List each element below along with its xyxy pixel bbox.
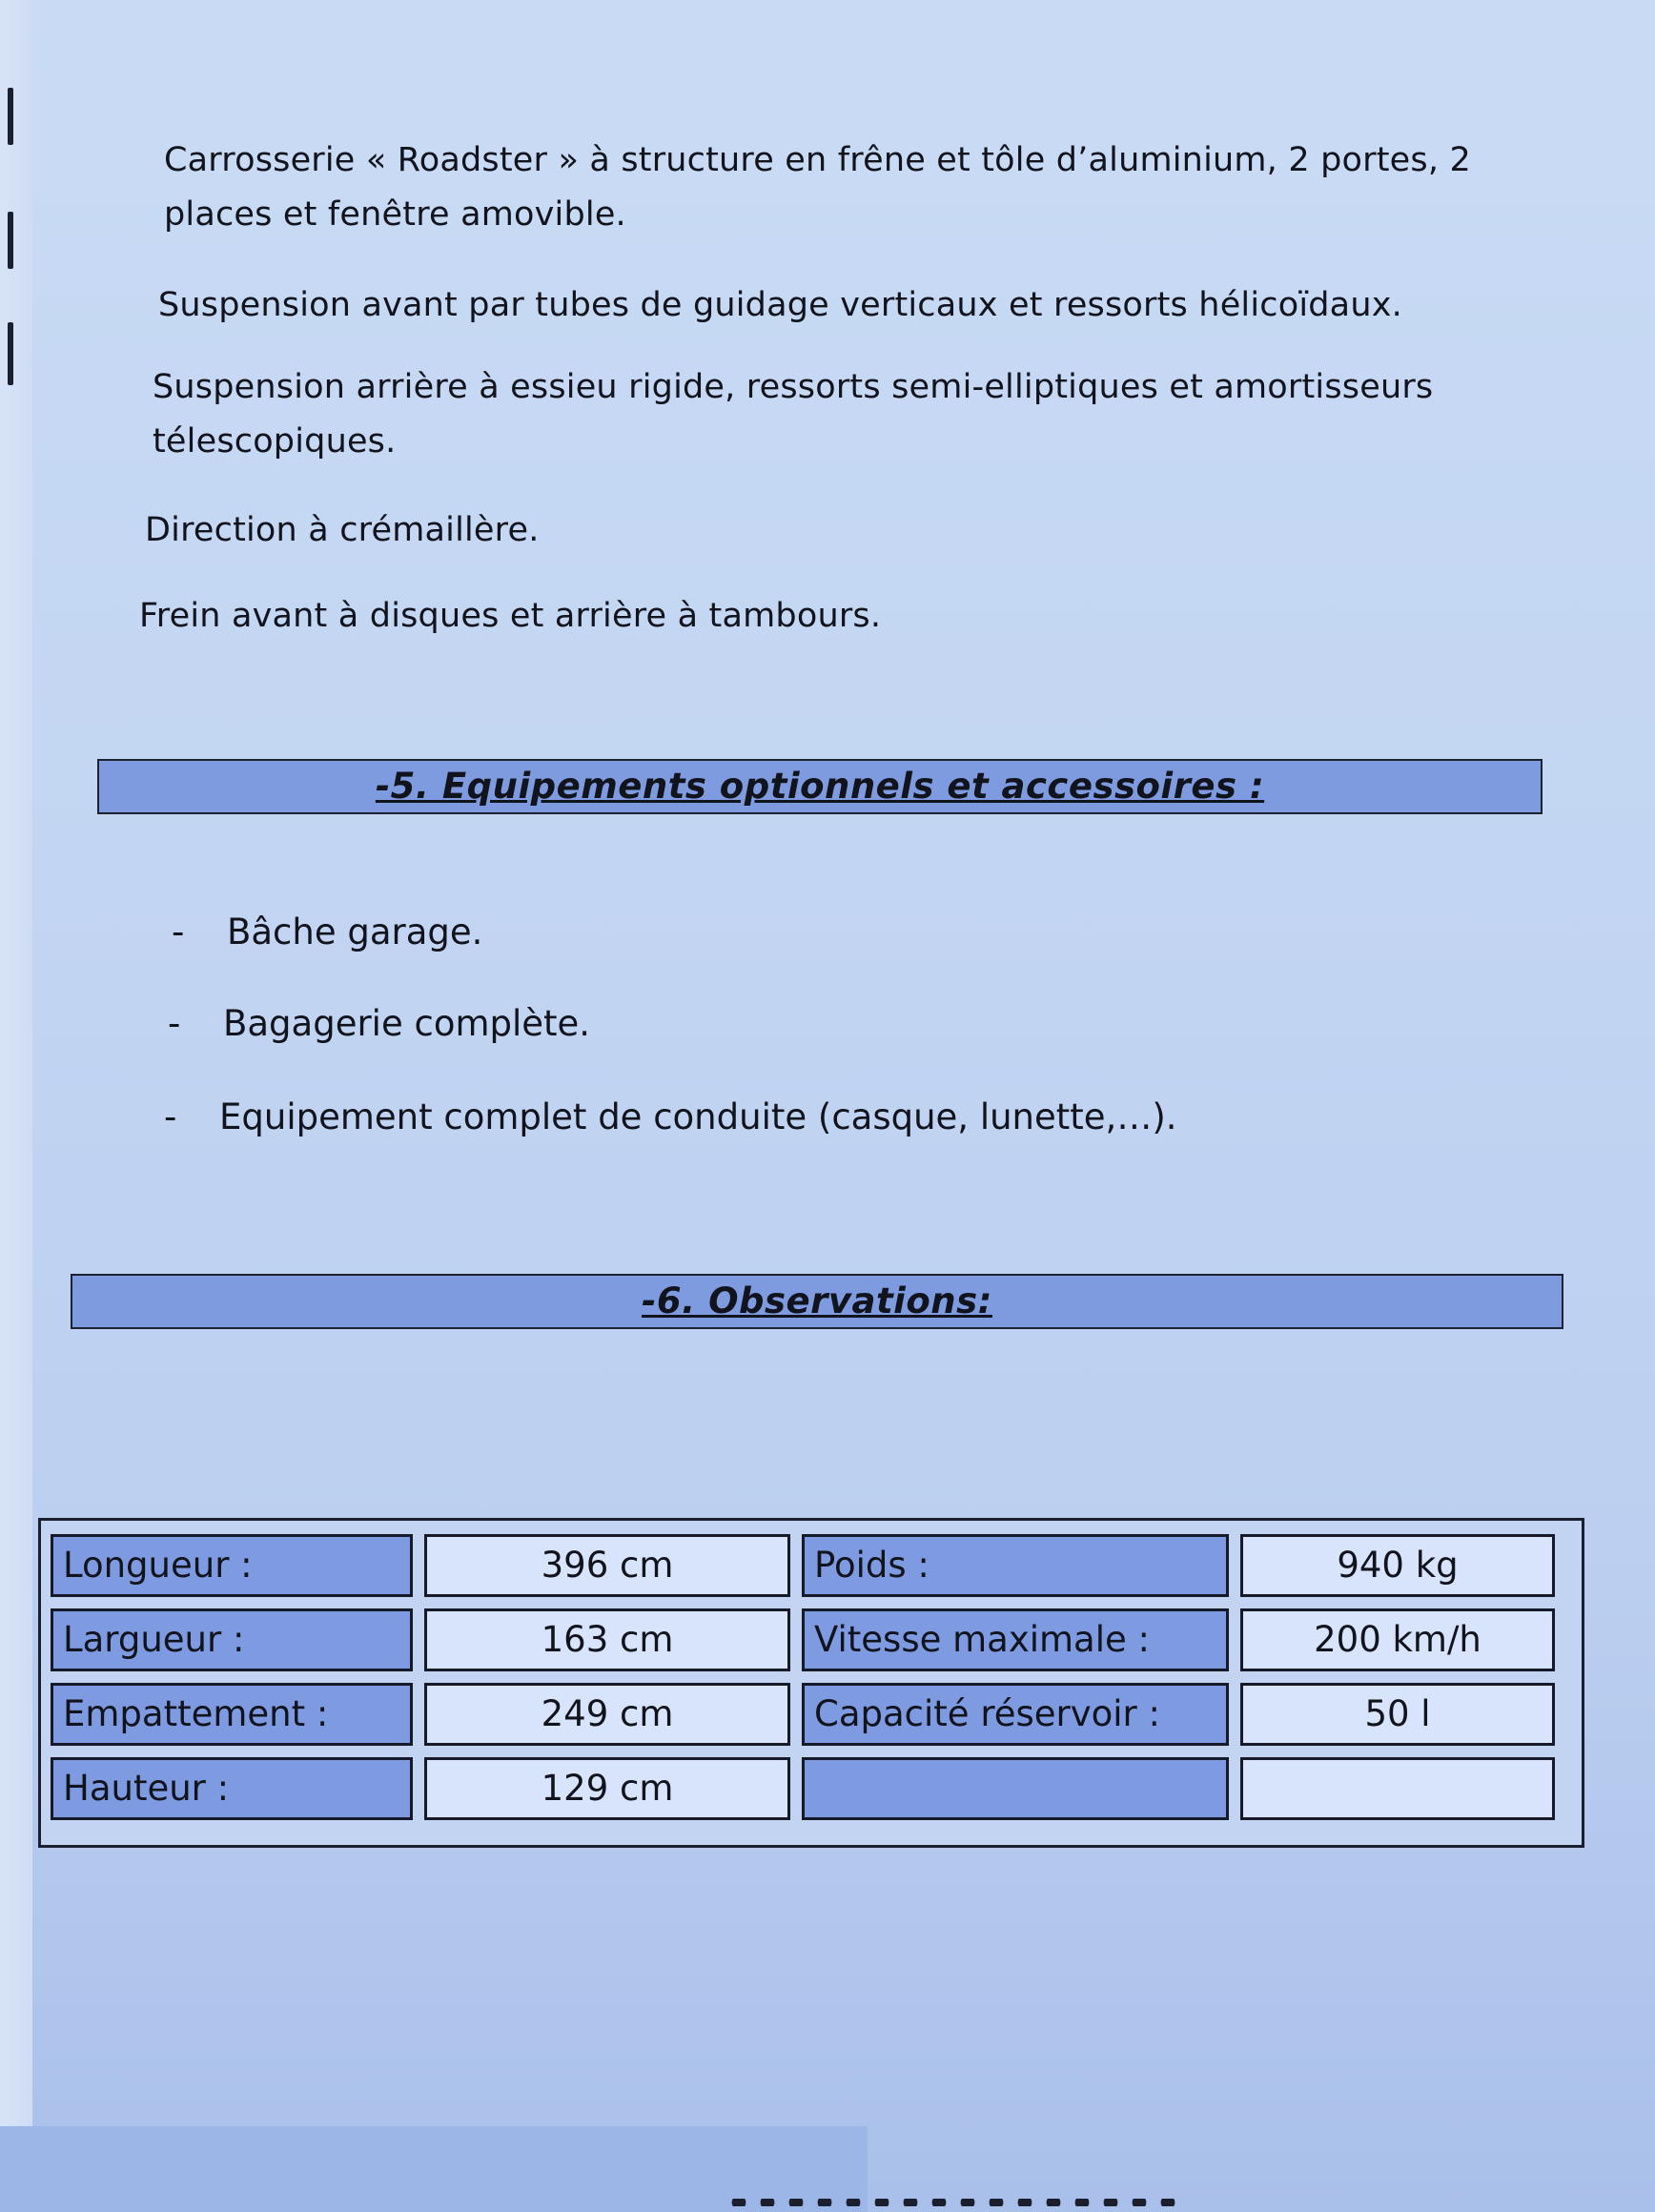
table-cell-value: 129 cm bbox=[424, 1757, 790, 1820]
table-cell-value: 163 cm bbox=[424, 1608, 790, 1671]
list-item-text: Bagagerie complète. bbox=[223, 1003, 591, 1044]
table-cell-value: 940 kg bbox=[1240, 1534, 1555, 1597]
table-cell-value-empty bbox=[1240, 1757, 1555, 1820]
paragraph-bodywork bbox=[164, 133, 1471, 242]
paragraph-brakes: Frein avant à disques et arrière à tambours. bbox=[139, 597, 882, 635]
table-cell-label: Largueur : bbox=[51, 1608, 413, 1671]
specifications-table bbox=[38, 1518, 1584, 1848]
section-header-observations bbox=[71, 1274, 1563, 1329]
list-dash: - bbox=[164, 1096, 177, 1137]
table-cell-value: 249 cm bbox=[424, 1683, 790, 1746]
list-item bbox=[168, 997, 590, 1051]
table-cell-label-empty bbox=[802, 1757, 1229, 1820]
page-edge bbox=[0, 0, 32, 2212]
specifications-grid bbox=[51, 1534, 1572, 1820]
table-cell-label: Capacité réservoir : bbox=[802, 1683, 1229, 1746]
binding-mark bbox=[8, 322, 13, 385]
section-header-optional-equipment bbox=[97, 759, 1543, 814]
paragraph-line: Suspension arrière à essieu rigide, ressorts semi-elliptiques et amortisseurs bbox=[153, 368, 1434, 406]
table-cell-label: Longueur : bbox=[51, 1534, 413, 1597]
paragraph-front-suspension: Suspension avant par tubes de guidage verticaux et ressorts hélicoïdaux. bbox=[158, 286, 1402, 324]
paragraph-line: places et fenêtre amovible. bbox=[164, 195, 626, 234]
table-cell-label: Poids : bbox=[802, 1534, 1229, 1597]
table-cell-value: 50 l bbox=[1240, 1683, 1555, 1746]
list-dash: - bbox=[168, 1003, 181, 1044]
paragraph-line: télescopiques. bbox=[153, 422, 397, 461]
section-title: -6. Observations: bbox=[642, 1280, 992, 1321]
list-item-text: Bâche garage. bbox=[227, 911, 483, 952]
table-cell-value: 396 cm bbox=[424, 1534, 790, 1597]
section-title: -5. Equipements optionnels et accessoires : bbox=[375, 766, 1265, 807]
list-item bbox=[164, 1091, 1177, 1144]
list-dash: - bbox=[172, 911, 185, 952]
binding-mark bbox=[8, 88, 13, 145]
table-cell-value: 200 km/h bbox=[1240, 1608, 1555, 1671]
table-cell-label: Hauteur : bbox=[51, 1757, 413, 1820]
binding-mark bbox=[8, 212, 13, 269]
paragraph-line: Carrosserie « Roadster » à structure en frêne et tôle d’aluminium, 2 portes, 2 bbox=[164, 141, 1471, 179]
list-item-text: Equipement complet de conduite (casque, lunette,…). bbox=[219, 1096, 1177, 1137]
paragraph-steering: Direction à crémaillère. bbox=[145, 511, 540, 549]
table-cell-label: Empattement : bbox=[51, 1683, 413, 1746]
paragraph-rear-suspension bbox=[153, 360, 1433, 469]
list-item bbox=[172, 906, 482, 959]
dotted-line-decoration bbox=[725, 2199, 1182, 2206]
table-cell-label: Vitesse maximale : bbox=[802, 1608, 1229, 1671]
